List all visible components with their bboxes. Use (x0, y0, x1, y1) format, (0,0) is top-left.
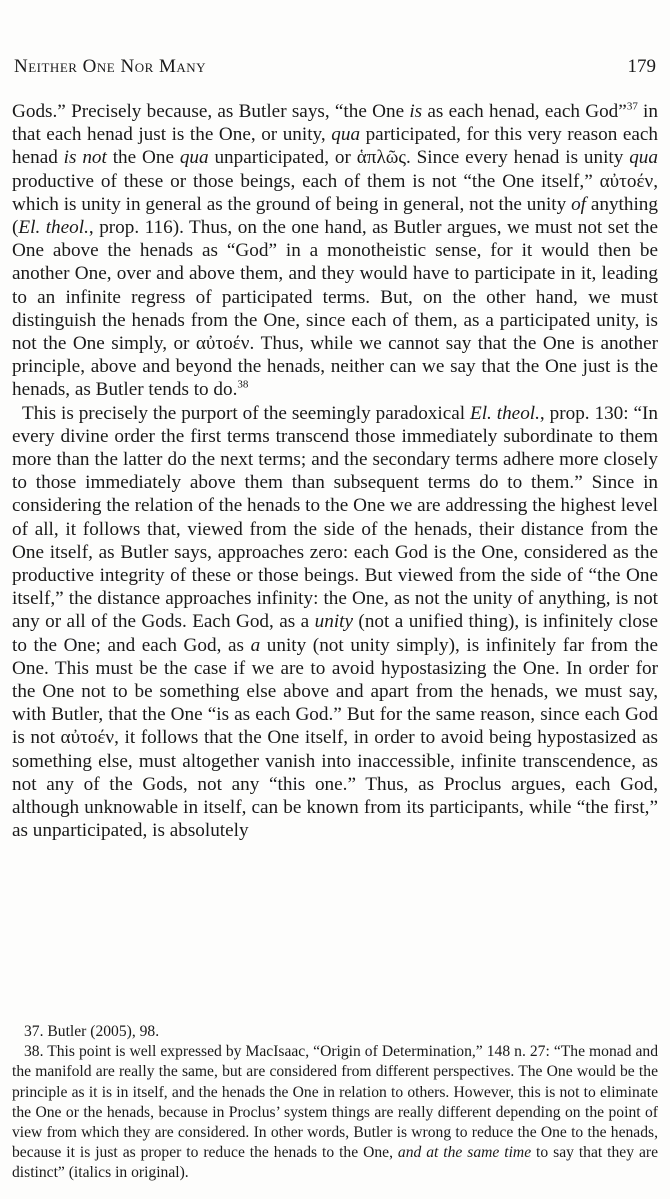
text-run: , prop. 116). Thus, on the one hand, as Butler argues, we must not set the One above the henads as “God” in a monotheistic sense, for it would then be another One, over and above them, and they would have to participate in it, leading to an infinite regress of participated terms. But, on the other hand, we must distinguish the henads from the One, since each of them, as a participated unity, is not the One simply, or αὐτοέν. Thus, while we cannot say that the One is another principle, above and beyond the henads, neither can we say that the One just is the henads, as Butler tends to do. (12, 217, 658, 401)
footnotes (12, 1022, 658, 1184)
text-run: productive of these or those beings, each of them is not “the One itself,” αὐτοέν, which is unity in general as the ground of being in general, not the unity (12, 170, 658, 215)
footnote-38 (12, 1042, 658, 1183)
page-number: 179 (627, 56, 656, 77)
italic-text: is not (63, 147, 107, 169)
italic-text: is (409, 101, 423, 122)
text-run: to say that they are distinct” (italics in original). (12, 1144, 658, 1182)
italic-text: El. theol. (470, 402, 540, 424)
footnote-37: 37. Butler (2005), 98. (24, 1023, 160, 1040)
text-run: unparticipated, or ἁπλῶς. Since every henad is unity (208, 147, 630, 169)
italic-text: and at the same time (397, 1144, 532, 1162)
running-head (14, 56, 656, 80)
footnote-ref-38[interactable]: 38 (237, 379, 249, 392)
paragraph-2 (12, 402, 658, 843)
text-run: (not a unified thing), is infinitely close to the One; and each God, as (12, 611, 658, 656)
italic-text: unity (314, 611, 353, 633)
text-run: in that each henad just is the One, or unity, (12, 101, 658, 146)
text-run: anything ( (12, 193, 658, 239)
italic-text: qua (629, 147, 658, 169)
italic-text: El. theol. (18, 217, 89, 239)
main-text (12, 100, 658, 843)
text-run: as each henad, each God” (422, 101, 627, 122)
paragraph-1 (12, 100, 658, 402)
text-run: , prop. 130: “In every divine order the first terms transcend those immediately subordinate to them more than the latter do the next terms; and the secondary terms adhere more closely to those immediately above them than subsequent terms do to them.” Since in considering the relation of the henads to the One we are addressing the highest level of all, it follows that, viewed from the side of the henads, their distance from the One itself, as Butler says, approaches zero: each God is the One, considered as the productive integrity of these or those beings. But viewed from the side of “the One itself,” the distance approaches infinity: the One, as not the unity of anything, is not any or all of the Gods. Each God, as a (12, 402, 659, 633)
italic-text: of (571, 193, 586, 215)
footnote-ref-37[interactable]: 37 (626, 100, 638, 113)
text-run: participated, for this very reason each henad (12, 124, 659, 169)
text-run: Gods.” Precisely because, as Butler says, “the One (12, 101, 410, 122)
text-run: the One (106, 147, 180, 169)
italic-text: qua (331, 124, 361, 146)
text-run: This is precisely the purport of the seemingly paradoxical (22, 402, 470, 424)
running-title: Neither One Nor Many (14, 56, 207, 77)
italic-text: a (250, 634, 261, 656)
text-run: unity (not unity simply), is infinitely far from the One. This must be the case if we are to avoid hypostasizing the One. In order for the One not to be something else above and apart from the henads, we must say, with Butler, that the One “is as each God.” But for the same reason, since each God is not αὐτοέν, it follows that the One itself, in order to avoid being hypostasized as something else, must altogether vanish into inaccessible, infinite transcendence, as not any of the Gods, not any “this one.” Thus, as Proclus argues, each God, although unknowable in itself, can be known from its participants, while “the first,” as unparticipated, is absolutely (12, 634, 658, 842)
italic-text: qua (179, 147, 209, 169)
text-run: 38. This point is well expressed by MacIsaac, “Origin of Determination,” 148 n. 27: “The monad and the manifold are really the same, but are considered from different perspectives. The One would be the principle as it is in itself, and the henads the One in relation to others. However, this is not to eliminate the One or the henads, because in Proclus’ system things are really different depending on the point of view from which they are considered. In other words, Butler is wrong to reduce the One to the henads, because it is just as proper to reduce the henads to the One, (12, 1043, 658, 1162)
